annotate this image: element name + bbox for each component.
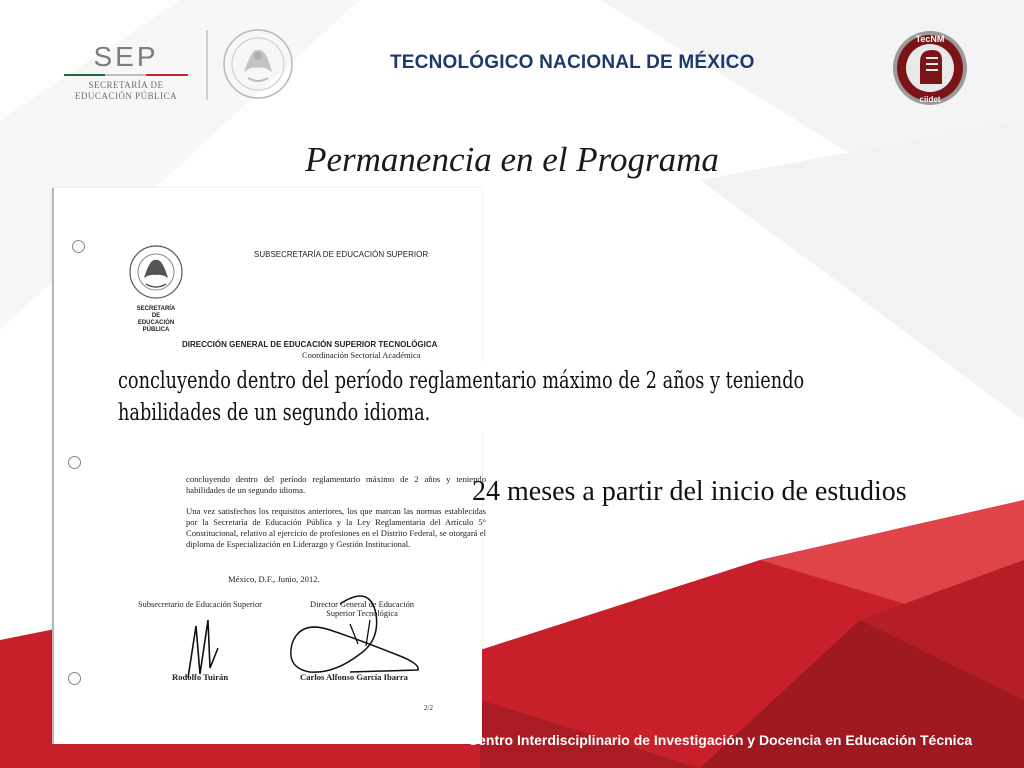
signature-2-icon bbox=[280, 584, 430, 704]
place-date: México, D.F., Junio, 2012. bbox=[228, 574, 320, 584]
sep-logo bbox=[56, 42, 196, 102]
seal-caption-line-2: DE bbox=[151, 313, 161, 319]
seal-caption bbox=[124, 306, 188, 334]
document-seal-icon bbox=[128, 244, 184, 300]
header-divider bbox=[206, 30, 208, 100]
seal-caption-line-1: SECRETARÍA bbox=[136, 306, 176, 312]
sep-logo-tricolor-line bbox=[64, 74, 188, 76]
duration-statement: 24 meses a partir del inicio de estudios bbox=[472, 476, 907, 507]
sep-logo-title: SEP bbox=[93, 41, 159, 72]
document-paragraph-2: Una vez satisfechos los requisitos anteriores, los que marcan las normas establecidas por la Secretaría de Educación Pública y la Ley Reglamentaria del Artículo 5° Constitucional, relativo al ejercicio de profesiones en el Distrito Federal, se otorgará el diploma de Especialización en Liderazgo y Gestión Institucional. bbox=[186, 506, 486, 549]
document-paragraph-1: concluyendo dentro del período reglamentario máximo de 2 años y teniendo habilidades de un segundo idioma. bbox=[186, 474, 486, 495]
coordination-heading: Coordinación Sectorial Académica bbox=[302, 350, 421, 360]
slide-title: Permanencia en el Programa bbox=[305, 140, 719, 179]
zoomed-excerpt bbox=[110, 362, 894, 434]
page-number: 2/2 bbox=[424, 704, 433, 712]
punch-hole bbox=[72, 240, 85, 253]
signer-2-title-line-2: Superior Tecnológica bbox=[326, 609, 398, 618]
scanned-document bbox=[52, 188, 486, 744]
undersecretariat-heading: SUBSECRETARÍA DE EDUCACIÓN SUPERIOR bbox=[254, 250, 429, 259]
signer-2-title-line-1: Director General de Educación bbox=[310, 600, 414, 609]
sep-logo-subtitle-2: EDUCACIÓN PÚBLICA bbox=[74, 91, 178, 101]
zoomed-excerpt-line-1: concluyendo dentro del período reglamentario máximo de 2 años y teniendo bbox=[118, 368, 805, 394]
institution-title: TECNOLÓGICO NACIONAL DE MÉXICO bbox=[390, 52, 755, 73]
seal-caption-line-3: EDUCACIÓN PÚBLICA bbox=[137, 320, 175, 333]
signer-1-title: Subsecretario de Educación Superior bbox=[138, 600, 262, 609]
zoomed-excerpt-line-2: habilidades de un segundo idioma. bbox=[118, 400, 431, 426]
footer-institution-name: Centro Interdisciplinario de Investigación y Docencia en Educación Técnica bbox=[468, 732, 973, 748]
direction-heading: DIRECCIÓN GENERAL DE EDUCACIÓN SUPERIOR TECNOLÓGICA bbox=[182, 340, 438, 349]
punch-hole bbox=[68, 672, 81, 685]
mexican-eagle-seal-icon bbox=[222, 28, 294, 100]
tecnm-ciidet-logo-icon bbox=[890, 28, 970, 108]
signer-2-name: Carlos Alfonso García Ibarra bbox=[300, 672, 408, 682]
tecnm-logo-top-text: TecNM bbox=[915, 34, 945, 44]
tecnm-logo-bottom-text: ciidet bbox=[919, 95, 941, 104]
slide-header bbox=[0, 0, 1024, 120]
signer-1-name: Rodolfo Tuirán bbox=[172, 672, 229, 682]
sep-logo-subtitle-1: SECRETARÍA DE bbox=[88, 80, 164, 90]
punch-hole bbox=[68, 456, 81, 469]
